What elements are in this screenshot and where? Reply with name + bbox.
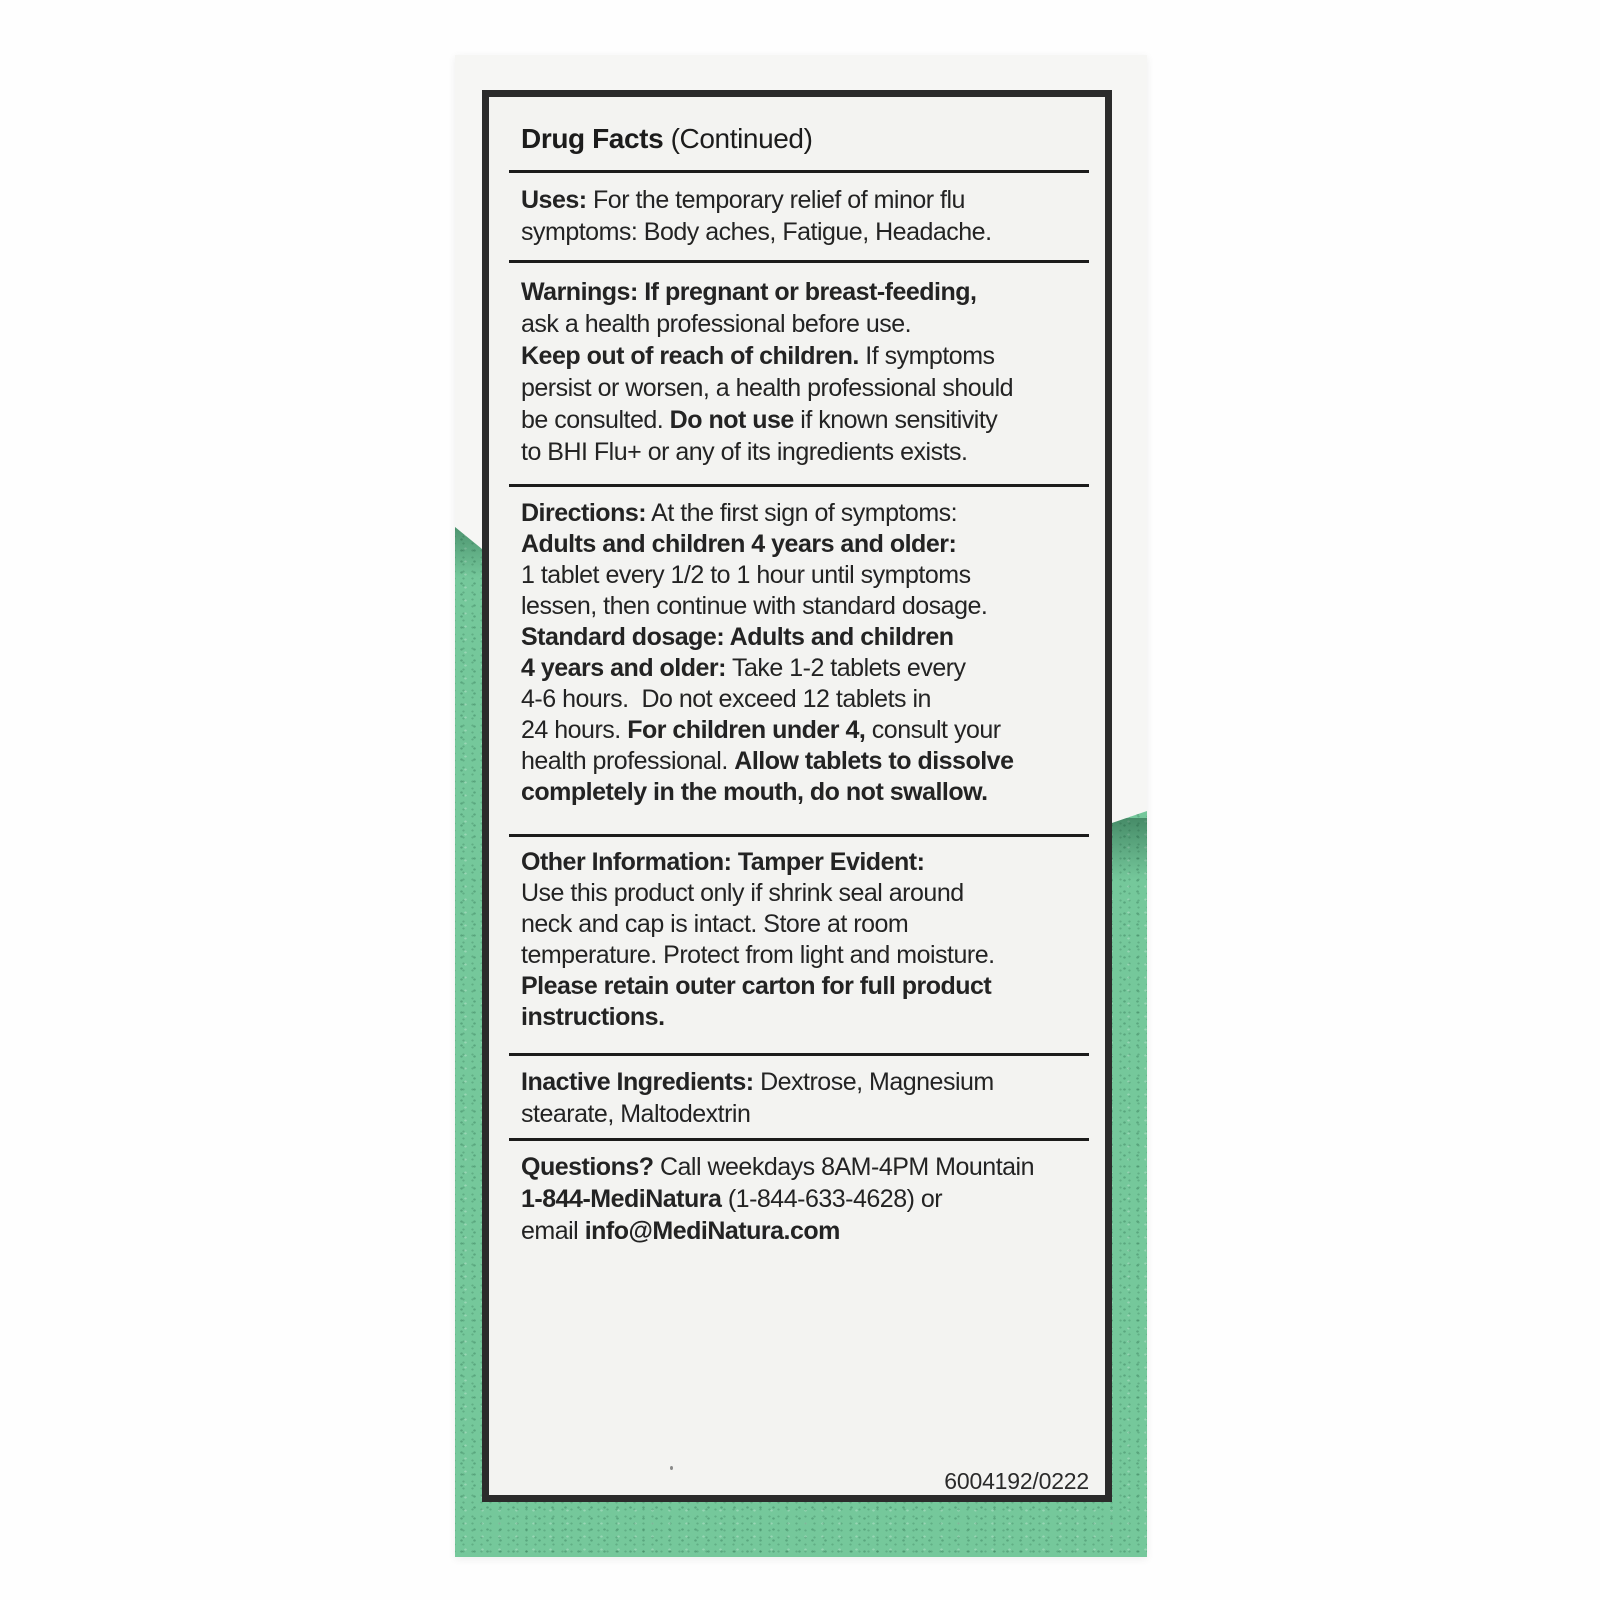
- text-line: [521, 622, 1091, 653]
- text-run: persist or worsen, a health professional should: [521, 374, 1014, 402]
- bold-run: For children under 4,: [627, 716, 866, 744]
- bold-run: 1-844-MediNatura: [521, 1185, 722, 1213]
- text-line: [521, 847, 1091, 878]
- bold-run: Adults and children 4 years and older:: [521, 530, 957, 558]
- section-questions: [509, 1138, 1091, 1247]
- text-line: [521, 308, 1091, 340]
- text-run: 1 tablet every 1/2 to 1 hour until symptoms: [521, 561, 971, 589]
- text-line: [521, 216, 1091, 248]
- bold-run: completely in the mouth, do not swallow.: [521, 778, 988, 806]
- panel-title-suffix: (Continued): [663, 123, 813, 154]
- section-text: [509, 263, 1091, 468]
- text-run: Dextrose, Magnesium: [753, 1068, 994, 1096]
- text-line: [521, 404, 1091, 436]
- text-line: [521, 971, 1091, 1002]
- text-line: [521, 715, 1091, 746]
- text-line: [521, 1151, 1091, 1183]
- section-uses: [509, 170, 1091, 248]
- text-run: lessen, then continue with standard dosage.: [521, 592, 988, 620]
- text-run: be consulted.: [521, 406, 670, 434]
- text-line: [521, 276, 1091, 308]
- text-run: temperature. Protect from light and moisture.: [521, 941, 995, 969]
- section-text: [509, 1141, 1091, 1247]
- text-line: [521, 436, 1091, 468]
- text-line: [521, 498, 1091, 529]
- section-text: [509, 173, 1091, 248]
- sections: [509, 170, 1091, 1247]
- text-run: Take 1-2 tablets every: [725, 654, 966, 682]
- text-run: email: [521, 1217, 585, 1245]
- section-warnings: [509, 260, 1091, 468]
- section-other: [509, 834, 1091, 1033]
- text-run: 24 hours.: [521, 716, 628, 744]
- text-run: 4-6 hours. Do not exceed 12 tablets in: [521, 685, 931, 713]
- text-line: [521, 653, 1091, 684]
- package-box: [455, 55, 1147, 1557]
- text-run: ask a health professional before use.: [521, 310, 912, 338]
- product-code: 6004192/0222: [944, 1468, 1089, 1494]
- text-run: neck and cap is intact. Store at room: [521, 910, 909, 938]
- bold-run: Standard dosage: Adults and children: [521, 623, 954, 651]
- drug-facts-panel-inner: [489, 121, 1105, 1519]
- text-line: [521, 184, 1091, 216]
- text-run: health professional.: [521, 747, 735, 775]
- text-run: Use this product only if shrink seal around: [521, 879, 964, 907]
- text-line: [521, 1066, 1091, 1098]
- text-line: [521, 1215, 1091, 1247]
- text-line: [521, 878, 1091, 909]
- text-line: [521, 560, 1091, 591]
- text-run: Call weekdays 8AM-4PM Mountain: [653, 1153, 1035, 1181]
- text-run: to BHI Flu+ or any of its ingredients exists.: [521, 438, 968, 466]
- bold-run: Questions?: [521, 1153, 654, 1181]
- bold-run: Directions:: [521, 499, 647, 527]
- bold-run: Warnings: If pregnant or breast-feeding,: [521, 278, 977, 306]
- drug-facts-panel: [482, 90, 1112, 1502]
- photo-dust-speck: [670, 1466, 673, 1470]
- text-run: consult your: [865, 716, 1001, 744]
- bold-run: Other Information: Tamper Evident:: [521, 848, 925, 876]
- text-line: [521, 1098, 1091, 1130]
- bold-run: instructions.: [521, 1003, 665, 1031]
- bold-run: Please retain outer carton for full product: [521, 972, 992, 1000]
- section-inactive: [509, 1053, 1091, 1130]
- text-run: symptoms: Body aches, Fatigue, Headache.: [521, 218, 992, 246]
- text-line: [521, 340, 1091, 372]
- text-run: if known sensitivity: [793, 406, 998, 434]
- section-text: [509, 487, 1091, 808]
- text-run: At the first sign of symptoms:: [646, 499, 958, 527]
- panel-title-main: Drug Facts: [521, 123, 664, 154]
- section-text: [509, 1056, 1091, 1130]
- text-line: [521, 529, 1091, 560]
- text-line: [521, 372, 1091, 404]
- section-text: [509, 837, 1091, 1033]
- text-line: [521, 777, 1091, 808]
- text-line: [521, 1183, 1091, 1215]
- text-run: For the temporary relief of minor flu: [586, 186, 965, 214]
- text-line: [521, 1002, 1091, 1033]
- bold-run: Inactive Ingredients:: [521, 1068, 754, 1096]
- text-line: [521, 684, 1091, 715]
- text-run: stearate, Maltodextrin: [521, 1100, 751, 1128]
- text-line: [521, 909, 1091, 940]
- bold-run: Do not use: [669, 406, 794, 434]
- text-line: [521, 940, 1091, 971]
- bold-run: 4 years and older:: [521, 654, 726, 682]
- text-line: [521, 591, 1091, 622]
- bold-run: Allow tablets to dissolve: [734, 747, 1014, 775]
- bold-run: Keep out of reach of children.: [521, 342, 859, 370]
- text-run: If symptoms: [858, 342, 995, 370]
- panel-title: [521, 121, 1091, 157]
- bold-run: Uses:: [521, 186, 587, 214]
- section-directions: [509, 484, 1091, 808]
- text-run: (1-844-633-4628) or: [721, 1185, 943, 1213]
- bold-run: info@MediNatura.com: [584, 1217, 840, 1245]
- text-line: [521, 746, 1091, 777]
